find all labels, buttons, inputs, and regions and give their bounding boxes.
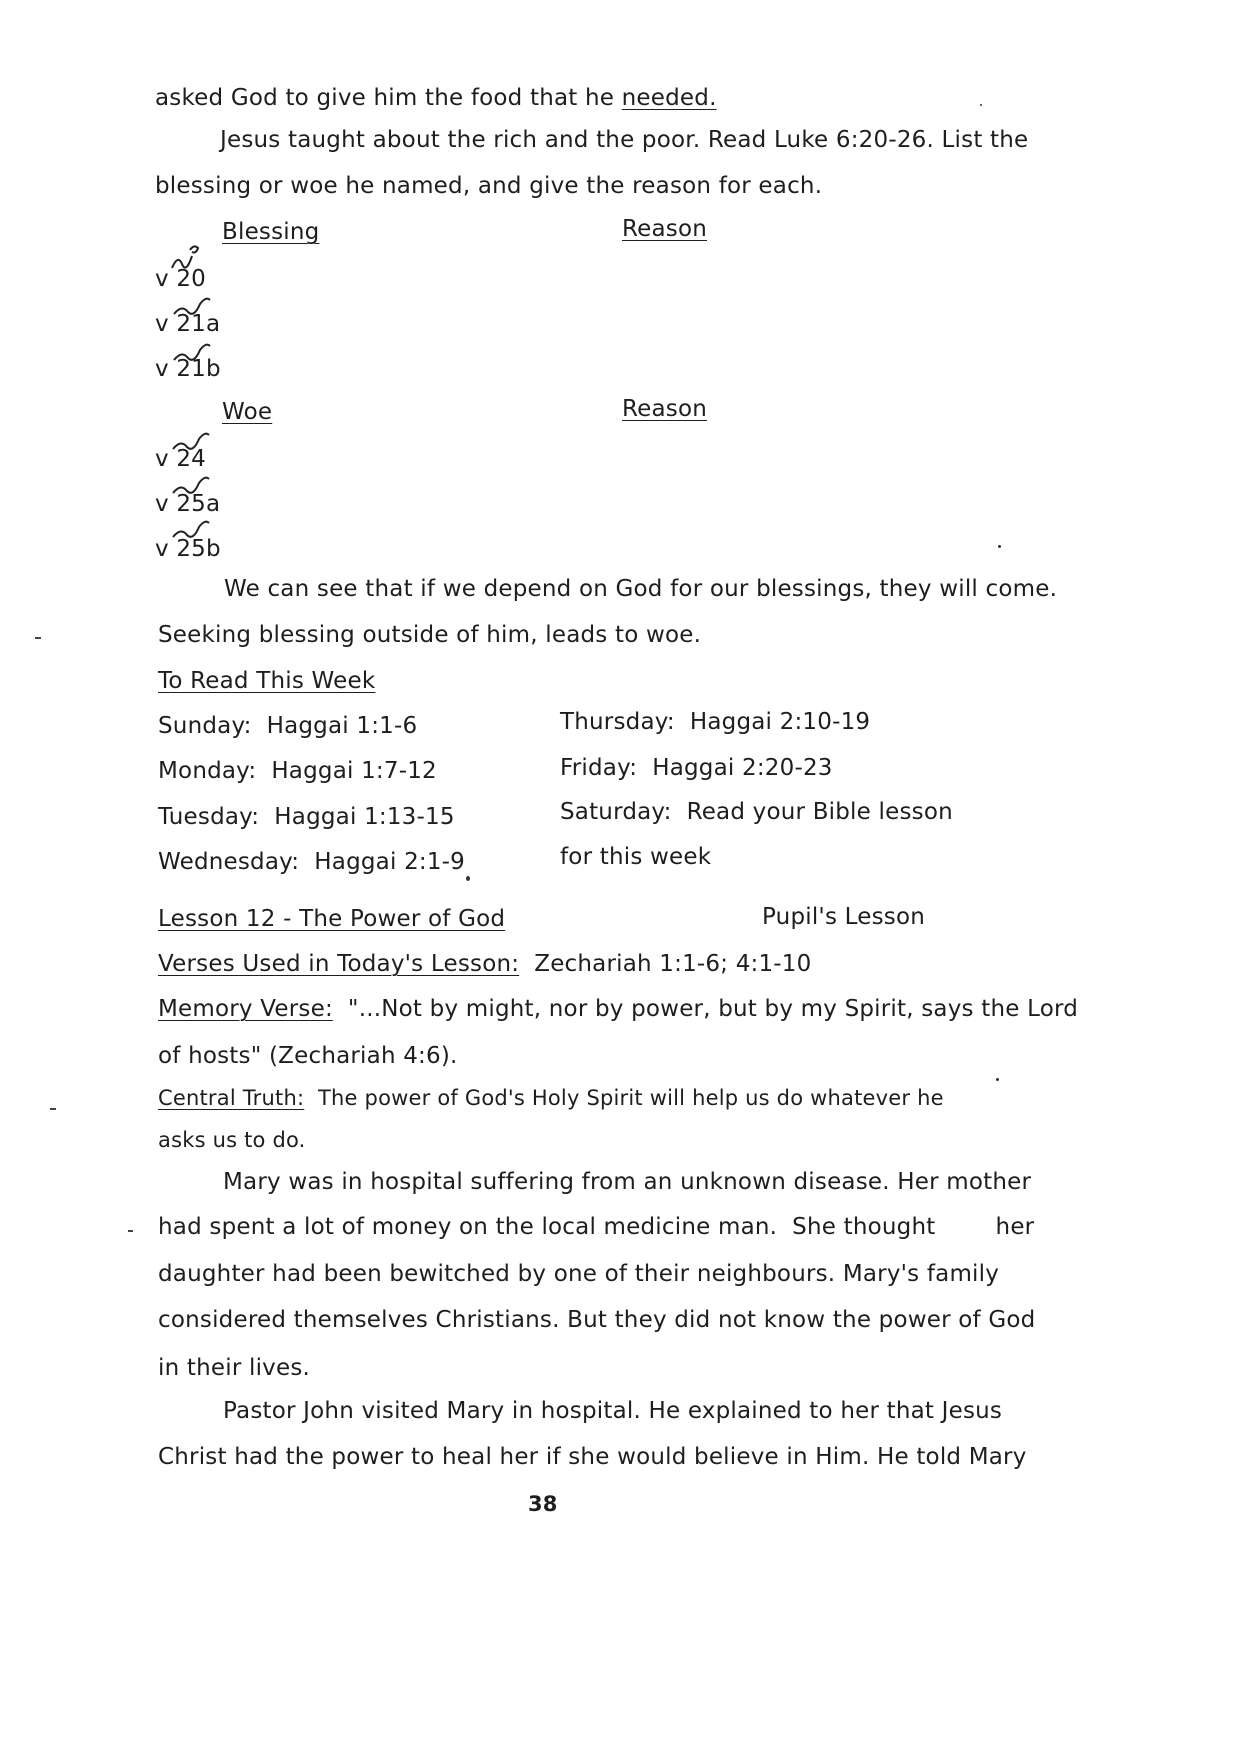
- reading-plan-entry: [560, 754, 833, 782]
- central-truth-text: The power of God's Holy Spirit will help us do whatever he: [318, 1086, 944, 1110]
- scripture-ref: Haggai 1:13-15: [274, 804, 455, 830]
- memory-verse-text: "...Not by might, nor by power, but by my Spirit, says the Lord: [347, 996, 1079, 1022]
- reading-plan-entry: [158, 803, 455, 831]
- needed-underlined: needed.: [621, 85, 717, 111]
- handwriting-scribble: [160, 228, 230, 388]
- story-line: in their lives.: [158, 1355, 311, 1381]
- blessing-verse-row: v 20: [155, 266, 206, 292]
- day-label: Sunday:: [158, 713, 252, 739]
- scan-speck: [996, 1078, 999, 1081]
- reading-plan-entry: [158, 757, 437, 785]
- scan-speck: [998, 545, 1001, 548]
- lesson-title: Lesson 12 - The Power of God: [158, 906, 506, 932]
- luke-para-line-2: blessing or woe he named, and give the reason for each.: [155, 173, 823, 199]
- blessing-verse-row: v 21a: [155, 311, 221, 337]
- scan-speck: [980, 104, 982, 106]
- verses-used-refs: Zechariah 1:1-6; 4:1-10: [534, 951, 812, 977]
- woe-verse-row: v 24: [155, 446, 206, 472]
- verses-used-line: [158, 950, 811, 978]
- story-line: had spent a lot of money on the local medicine man. She thought her: [158, 1214, 1035, 1240]
- memory-verse-label: Memory Verse:: [158, 996, 333, 1022]
- woe-reason-heading: Reason: [622, 396, 708, 422]
- scripture-ref: Haggai 1:1-6: [266, 713, 418, 739]
- scripture-ref: Haggai 2:10-19: [689, 709, 871, 735]
- scripture-ref: for this week: [560, 844, 712, 870]
- scan-mark: [35, 637, 41, 639]
- day-label: Friday:: [560, 755, 638, 781]
- day-label: Wednesday:: [158, 849, 300, 875]
- central-truth-label: Central Truth:: [158, 1086, 305, 1110]
- story-line: Christ had the power to heal her if she would believe in Him. He told Mary: [158, 1444, 1027, 1470]
- scripture-ref: Haggai 1:7-12: [271, 758, 437, 784]
- day-label: Tuesday:: [158, 804, 260, 830]
- reading-plan-entry: [158, 712, 417, 740]
- memory-verse-line: [158, 995, 1078, 1023]
- reading-plan-entry: [560, 708, 870, 736]
- central-truth-line-2: asks us to do.: [158, 1128, 306, 1152]
- day-label: Saturday:: [560, 799, 672, 825]
- scripture-ref: Haggai 2:1-9: [314, 849, 466, 875]
- memory-verse-line-2: of hosts" (Zechariah 4:6).: [158, 1043, 458, 1069]
- day-label: Thursday:: [560, 709, 675, 735]
- woe-heading: Woe: [222, 399, 273, 425]
- scan-mark: [50, 1108, 56, 1110]
- story-line: daughter had been bewitched by one of their neighbours. Mary's family: [158, 1261, 1000, 1287]
- woe-verse-row: v 25a: [155, 491, 221, 517]
- reading-plan-entry: [560, 798, 953, 826]
- verses-used-label: Verses Used in Today's Lesson:: [158, 951, 520, 977]
- blessing-heading: Blessing: [222, 219, 320, 245]
- day-label: Monday:: [158, 758, 257, 784]
- handwriting-scribble: [165, 415, 235, 555]
- story-line: considered themselves Christians. But they did not know the power of God: [158, 1307, 1036, 1333]
- conclusion-line-2: Seeking blessing outside of him, leads to woe.: [158, 622, 702, 648]
- central-truth-line: [158, 1084, 944, 1112]
- scan-speck: [466, 876, 470, 881]
- scripture-ref: Haggai 2:20-23: [652, 755, 833, 781]
- story-line: Pastor John visited Mary in hospital. He explained to her that Jesus: [223, 1398, 1003, 1424]
- intro-line: [155, 84, 717, 112]
- scan-mark: [128, 1230, 133, 1232]
- blessing-verse-row: v 21b: [155, 356, 221, 382]
- luke-para-line-1: Jesus taught about the rich and the poor. Read Luke 6:20-26. List the: [220, 127, 1029, 153]
- conclusion-line-1: We can see that if we depend on God for our blessings, they will come.: [224, 576, 1058, 602]
- intro-text: asked God to give him the food that he: [155, 85, 622, 111]
- story-line: Mary was in hospital suffering from an unknown disease. Her mother: [223, 1169, 1032, 1195]
- scripture-ref: Read your Bible lesson: [686, 799, 953, 825]
- woe-verse-row: v 25b: [155, 536, 221, 562]
- lesson-type: Pupil's Lesson: [762, 904, 926, 930]
- reading-plan-title: To Read This Week: [158, 668, 376, 694]
- page-number: 38: [528, 1492, 558, 1516]
- reading-plan-entry: [560, 843, 711, 871]
- reading-plan-entry: [158, 848, 465, 876]
- blessing-reason-heading: Reason: [622, 216, 708, 242]
